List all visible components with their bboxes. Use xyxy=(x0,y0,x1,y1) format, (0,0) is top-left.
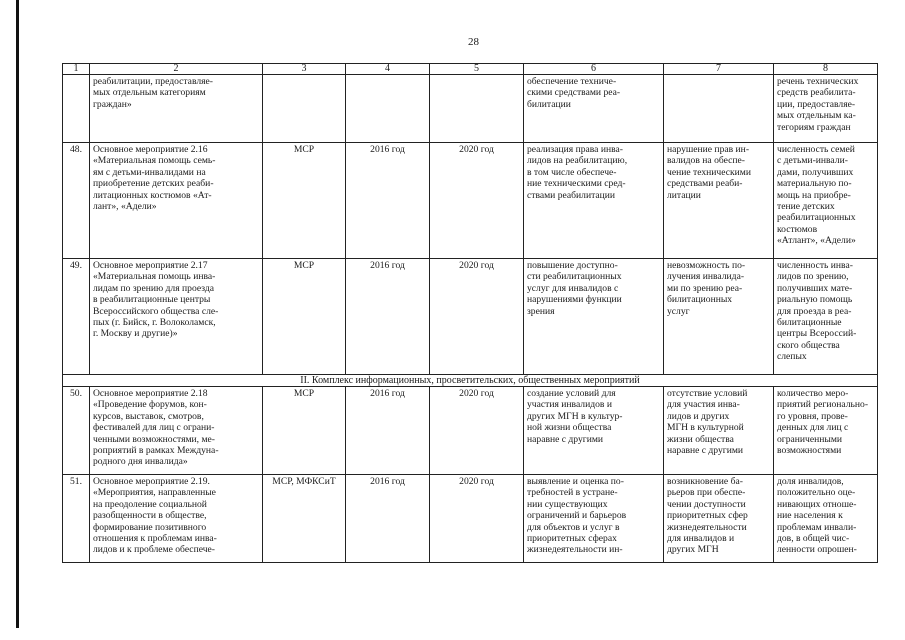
column-number: 4 xyxy=(346,64,430,75)
consequence-cell xyxy=(664,75,774,143)
row-number: 51. xyxy=(63,475,90,563)
end-cell xyxy=(430,75,524,143)
event-cell: Основное мероприятие 2.17 «Материальная помощь инва- лидам по зрению для проезда в реабилитационные центры Всероссийского общества сле- пых (г. Бийск, г. Волоколамск, г. Москву и другие)» xyxy=(90,259,263,375)
end-cell: 2020 год xyxy=(430,387,524,475)
section-header-row xyxy=(63,375,878,387)
end-cell: 2020 год xyxy=(430,259,524,375)
row-number xyxy=(63,75,90,143)
column-number: 2 xyxy=(90,64,263,75)
row-number: 50. xyxy=(63,387,90,475)
result-cell: выявление и оценка по- требностей в устране- нии существующих ограничений и барьеров для объектов и услуг в приоритетных сферах жизнедеятельности ин- xyxy=(524,475,664,563)
start-cell: 2016 год xyxy=(346,259,430,375)
consequence-cell: отсутствие условий для участия инва- лидов и других МГН в культурной жизни общества наравне с другими xyxy=(664,387,774,475)
result-cell: реализация права инва- лидов на реабилитацию, в том числе обеспече- ние техническими сред- ствами реабилитации xyxy=(524,143,664,259)
event-cell: Основное мероприятие 2.19. «Мероприятия, направленные на преодоление социальной разобщенности в обществе, формирование позитивного отношения к проблемам инва- лидов и к проблеме обеспече- xyxy=(90,475,263,563)
executor-cell: МСР, МФКСиТ xyxy=(263,475,346,563)
column-number: 8 xyxy=(774,64,878,75)
event-cell: Основное мероприятие 2.18 «Проведение форумов, кон- курсов, выставок, смотров, фестивалей для лиц с ограни- ченными возможностями, ме- роприятий в рамках Междуна- родного дня инвалида» xyxy=(90,387,263,475)
start-cell: 2016 год xyxy=(346,387,430,475)
indicator-cell: доля инвалидов, положительно оце- нивающих отноше- ние населения к проблемам инвали- дов, в общей чис- ленности опрошен- xyxy=(774,475,878,563)
consequence-cell: нарушение прав ин- валидов на обеспе- чение техническими средствами реаби- литации xyxy=(664,143,774,259)
consequence-cell: возникновение ба- рьеров при обеспе- чении доступности приоритетных сфер жизнедеятельности для инвалидов и других МГН xyxy=(664,475,774,563)
table-row-continued xyxy=(63,75,878,143)
indicator-cell: речень технических средств реабилита- ции, предоставляе- мых отдельным ка- тегориям граждан xyxy=(774,75,878,143)
event-cell: реабилитации, предоставляе- мых отдельным категориям граждан» xyxy=(90,75,263,143)
start-cell xyxy=(346,75,430,143)
executor-cell: МСР xyxy=(263,387,346,475)
measures-table xyxy=(62,63,878,563)
event-cell: Основное мероприятие 2.16 «Материальная помощь семь- ям с детьми-инвалидами на приобретение детских реаби- литационных костюмов «Ат- лант», «Адели» xyxy=(90,143,263,259)
executor-cell: МСР xyxy=(263,259,346,375)
column-number: 5 xyxy=(430,64,524,75)
table-row xyxy=(63,259,878,375)
executor-cell xyxy=(263,75,346,143)
start-cell: 2016 год xyxy=(346,143,430,259)
executor-cell: МСР xyxy=(263,143,346,259)
column-number: 3 xyxy=(263,64,346,75)
end-cell: 2020 год xyxy=(430,143,524,259)
indicator-cell: численность семей с детьми-инвали- дами, получивших материальную по- мощь на приобре- тение детских реабилитационных костюмов «Атлант», «Адели» xyxy=(774,143,878,259)
consequence-cell: невозможность по- лучения инвалида- ми по зрению реа- билитационных услуг xyxy=(664,259,774,375)
result-cell: обеспечение техниче- скими средствами реа- билитации xyxy=(524,75,664,143)
row-number: 48. xyxy=(63,143,90,259)
column-number: 7 xyxy=(664,64,774,75)
indicator-cell: количество меро- приятий регионально- го уровня, прове- денных для лиц с ограниченными возможностями xyxy=(774,387,878,475)
result-cell: создание условий для участия инвалидов и других МГН в культур- ной жизни общества наравне с другими xyxy=(524,387,664,475)
result-cell: повышение доступно- сти реабилитационных услуг для инвалидов с нарушениями функции зрения xyxy=(524,259,664,375)
column-numbers-row xyxy=(63,64,878,75)
table-row xyxy=(63,387,878,475)
column-number: 6 xyxy=(524,64,664,75)
row-number: 49. xyxy=(63,259,90,375)
end-cell: 2020 год xyxy=(430,475,524,563)
page-number: 28 xyxy=(468,36,479,48)
table-row xyxy=(63,143,878,259)
indicator-cell: численность инва- лидов по зрению, получивших мате- риальную помощь для проезда в реа- билитационные центры Всероссий- ского общества слепых xyxy=(774,259,878,375)
scan-edge xyxy=(16,0,19,628)
table-row xyxy=(63,475,878,563)
start-cell: 2016 год xyxy=(346,475,430,563)
section-title: II. Комплекс информационных, просветительских, общественных мероприятий xyxy=(63,375,878,387)
column-number: 1 xyxy=(63,64,90,75)
